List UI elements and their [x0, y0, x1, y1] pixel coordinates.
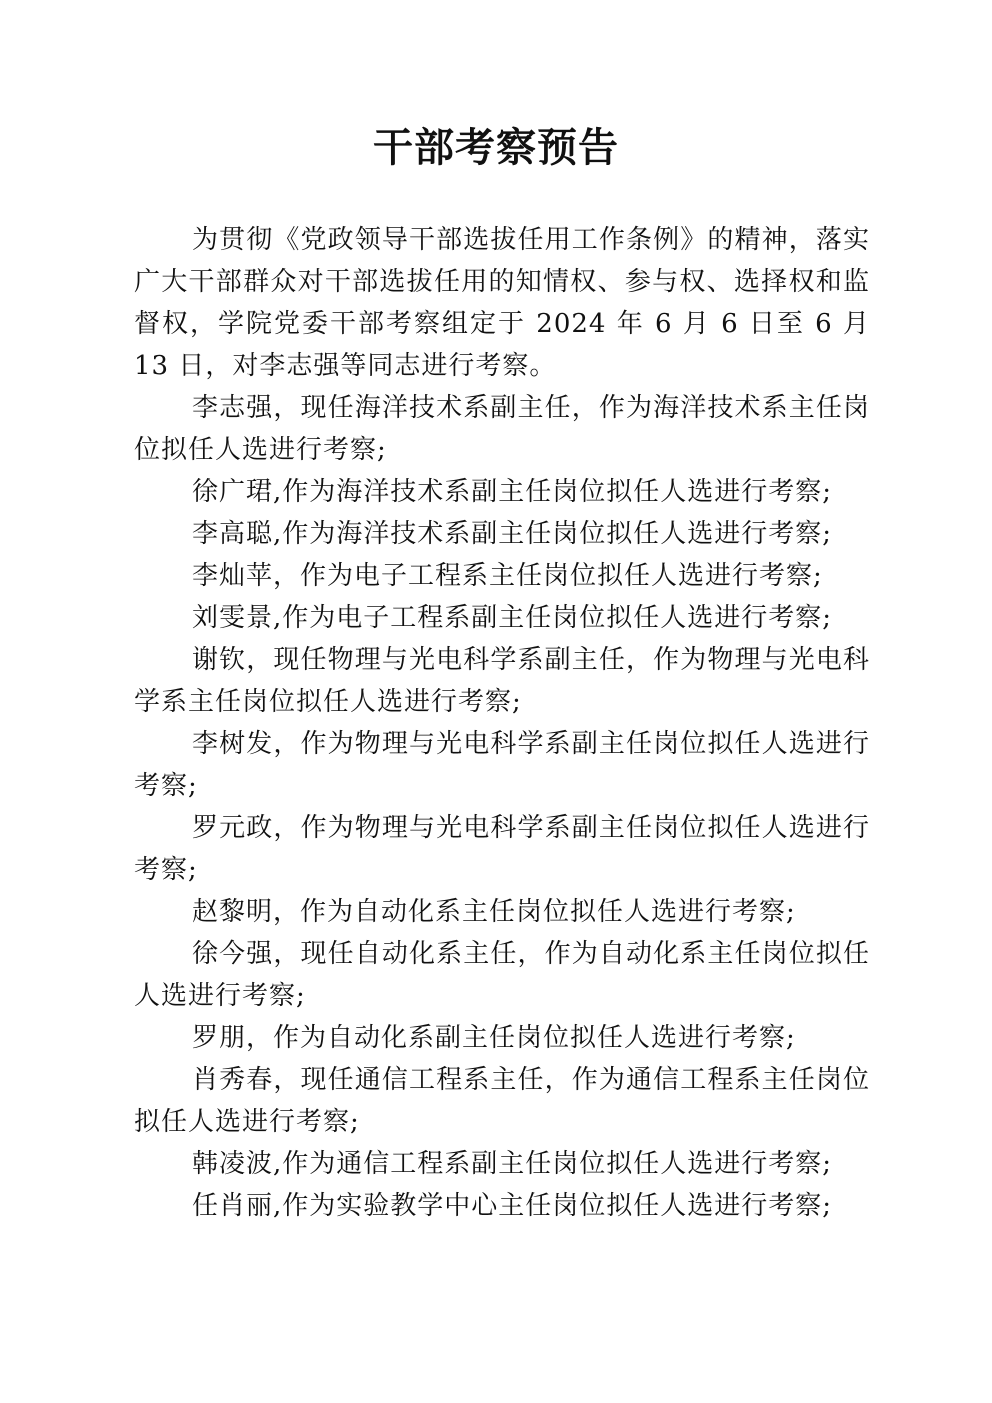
candidate-paragraph: 李树发，作为物理与光电科学系副主任岗位拟任人选进行考察; — [134, 729, 870, 801]
candidate-paragraph: 罗朋，作为自动化系副主任岗位拟任人选进行考察; — [192, 1023, 796, 1053]
candidate-paragraph: 韩凌波,作为通信工程系副主任岗位拟任人选进行考察; — [192, 1149, 833, 1179]
candidate-paragraph: 刘雯景,作为电子工程系副主任岗位拟任人选进行考察; — [192, 603, 833, 633]
document-body — [134, 219, 870, 1227]
candidate-paragraph: 徐今强，现任自动化系主任，作为自动化系主任岗位拟任人选进行考察; — [134, 939, 870, 1011]
intro-paragraph: 为贯彻《党政领导干部选拔任用工作条例》的精神，落实广大干部群众对干部选拔任用的知情权、参与权、选择权和监督权，学院党委干部考察组定于 2024 年 6 月 6 日至 6 月 13 日，对李志强等同志进行考察。 — [134, 225, 870, 381]
candidate-paragraph: 罗元政，作为物理与光电科学系副主任岗位拟任人选进行考察; — [134, 813, 870, 885]
candidate-paragraph: 李志强，现任海洋技术系副主任，作为海洋技术系主任岗位拟任人选进行考察; — [134, 393, 870, 465]
candidate-paragraph: 谢钦，现任物理与光电科学系副主任，作为物理与光电科学系主任岗位拟任人选进行考察; — [134, 645, 870, 717]
document-title: 干部考察预告 — [373, 124, 619, 171]
candidate-paragraph: 赵黎明，作为自动化系主任岗位拟任人选进行考察; — [192, 897, 796, 927]
candidate-paragraph: 李灿苹，作为电子工程系主任岗位拟任人选进行考察; — [192, 561, 823, 591]
candidate-paragraph: 肖秀春，现任通信工程系主任，作为通信工程系主任岗位拟任人选进行考察; — [134, 1065, 870, 1137]
candidate-paragraph: 任肖丽,作为实验教学中心主任岗位拟任人选进行考察; — [192, 1191, 833, 1221]
candidate-paragraph: 李高聪,作为海洋技术系副主任岗位拟任人选进行考察; — [192, 519, 833, 549]
candidate-paragraph: 徐广珺,作为海洋技术系副主任岗位拟任人选进行考察; — [192, 477, 833, 507]
